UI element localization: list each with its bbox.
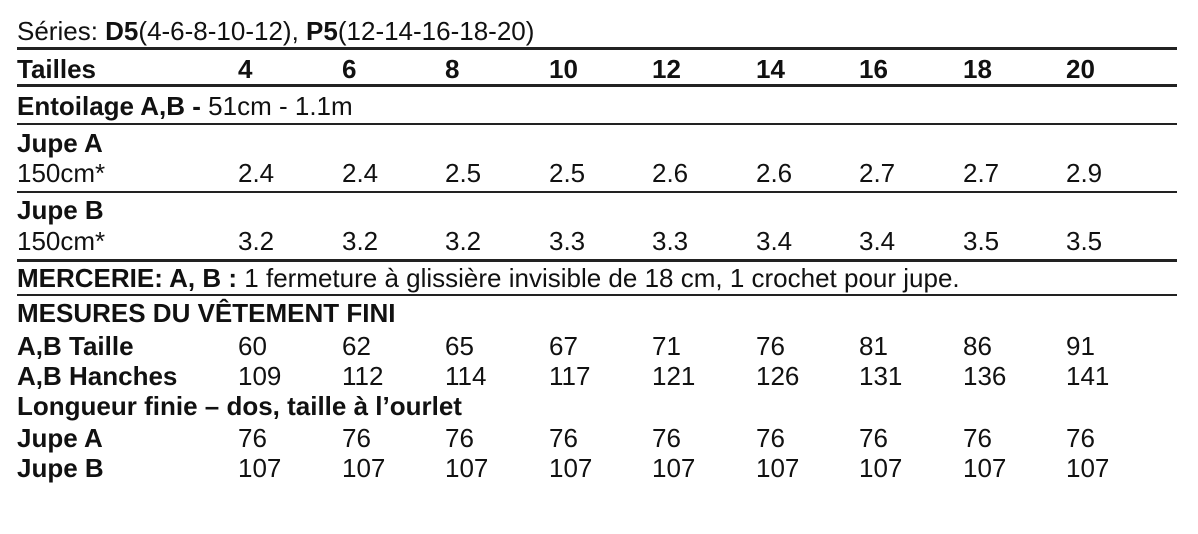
skirt-b-width: 150cm* xyxy=(17,226,106,256)
hips-cell: 121 xyxy=(652,361,696,391)
skirt-b-title: Jupe B xyxy=(17,195,104,225)
divider-skirt-b xyxy=(17,259,1177,262)
waist-cell: 71 xyxy=(652,331,681,361)
length-a-cell: 76 xyxy=(756,423,785,453)
size-header-cell: 12 xyxy=(652,54,681,84)
waist-cell: 81 xyxy=(859,331,888,361)
series-p5-sizes: (12-14-16-18-20) xyxy=(337,16,535,46)
length-a-cell: 76 xyxy=(238,423,267,453)
size-header-cell: 6 xyxy=(342,54,357,84)
divider-header xyxy=(17,84,1177,87)
length-a-cell: 76 xyxy=(652,423,681,453)
skirt-b-yardage-cell: 3.3 xyxy=(549,226,586,256)
skirt-b-yardage-cell: 3.5 xyxy=(1066,226,1103,256)
size-header-cell: 10 xyxy=(549,54,578,84)
length-b-cell: 107 xyxy=(1066,453,1110,483)
hips-cell: 112 xyxy=(342,361,384,391)
skirt-a-yardage-cell: 2.9 xyxy=(1066,158,1103,188)
length-b-cell: 107 xyxy=(549,453,593,483)
hips-cell: 117 xyxy=(549,361,591,391)
length-a-cell: 76 xyxy=(963,423,992,453)
interfacing-row xyxy=(17,93,353,119)
divider-interfacing xyxy=(17,123,1177,125)
hips-cell: 131 xyxy=(859,361,903,391)
length-b-label: Jupe B xyxy=(17,453,104,483)
size-header-cell: 20 xyxy=(1066,54,1095,84)
size-header-cell: 16 xyxy=(859,54,888,84)
skirt-a-yardage-cell: 2.5 xyxy=(445,158,482,188)
interfacing-value: 51cm - 1.1m xyxy=(208,91,353,121)
divider-top xyxy=(17,47,1177,50)
hips-cell: 136 xyxy=(963,361,1007,391)
size-header-cell: 8 xyxy=(445,54,460,84)
interfacing-label: Entoilage A,B - xyxy=(17,91,201,121)
series-d5-code: D5 xyxy=(105,16,139,46)
length-a-cell: 76 xyxy=(342,423,371,453)
series-d5-sizes: (4-6-8-10-12), xyxy=(138,16,299,46)
length-a-cell: 76 xyxy=(859,423,888,453)
notions-text: 1 fermeture à glissière invisible de 18 cm, 1 crochet pour jupe. xyxy=(244,263,960,293)
length-b-cell: 107 xyxy=(963,453,1007,483)
waist-cell: 62 xyxy=(342,331,371,361)
length-b-cell: 107 xyxy=(756,453,800,483)
skirt-b-yardage-cell: 3.4 xyxy=(756,226,793,256)
notions-row xyxy=(17,265,960,291)
length-b-cell: 107 xyxy=(859,453,903,483)
waist-cell: 67 xyxy=(549,331,578,361)
hips-cell: 141 xyxy=(1066,361,1110,391)
length-title: Longueur finie – dos, taille à l’ourlet xyxy=(17,391,462,421)
divider-notions xyxy=(17,294,1177,296)
waist-cell: 86 xyxy=(963,331,992,361)
waist-label: A,B Taille xyxy=(17,331,134,361)
skirt-a-yardage-cell: 2.7 xyxy=(859,158,896,188)
length-a-label: Jupe A xyxy=(17,423,103,453)
length-a-cell: 76 xyxy=(445,423,474,453)
hips-cell: 114 xyxy=(445,361,487,391)
skirt-b-yardage-cell: 3.3 xyxy=(652,226,689,256)
hips-cell: 126 xyxy=(756,361,800,391)
size-header-cell: 18 xyxy=(963,54,992,84)
length-b-cell: 107 xyxy=(652,453,696,483)
notions-label: MERCERIE: A, B : xyxy=(17,263,238,293)
length-b-cell: 107 xyxy=(342,453,386,483)
sizes-header-label: Tailles xyxy=(17,54,97,84)
series-p5-code: P5 xyxy=(306,16,338,46)
finished-title: MESURES DU VÊTEMENT FINI xyxy=(17,298,396,328)
hips-label: A,B Hanches xyxy=(17,361,178,391)
skirt-a-title: Jupe A xyxy=(17,128,103,158)
skirt-b-yardage-cell: 3.2 xyxy=(445,226,482,256)
skirt-a-yardage-cell: 2.6 xyxy=(756,158,793,188)
series-label: Séries: xyxy=(17,16,98,46)
waist-cell: 76 xyxy=(756,331,785,361)
waist-cell: 65 xyxy=(445,331,474,361)
length-b-cell: 107 xyxy=(445,453,489,483)
waist-cell: 60 xyxy=(238,331,267,361)
size-header-cell: 4 xyxy=(238,54,253,84)
skirt-a-yardage-cell: 2.4 xyxy=(238,158,275,188)
skirt-a-yardage-cell: 2.7 xyxy=(963,158,1000,188)
skirt-a-width: 150cm* xyxy=(17,158,106,188)
size-header-cell: 14 xyxy=(756,54,785,84)
hips-cell: 109 xyxy=(238,361,282,391)
skirt-b-yardage-cell: 3.5 xyxy=(963,226,1000,256)
skirt-b-yardage-cell: 3.2 xyxy=(238,226,275,256)
skirt-b-yardage-cell: 3.4 xyxy=(859,226,896,256)
skirt-a-yardage-cell: 2.4 xyxy=(342,158,379,188)
length-a-cell: 76 xyxy=(1066,423,1095,453)
skirt-a-yardage-cell: 2.5 xyxy=(549,158,586,188)
skirt-a-yardage-cell: 2.6 xyxy=(652,158,689,188)
length-b-cell: 107 xyxy=(238,453,282,483)
divider-skirt-a xyxy=(17,191,1177,193)
waist-cell: 91 xyxy=(1066,331,1095,361)
length-a-cell: 76 xyxy=(549,423,578,453)
skirt-b-yardage-cell: 3.2 xyxy=(342,226,379,256)
series-line xyxy=(17,18,534,44)
